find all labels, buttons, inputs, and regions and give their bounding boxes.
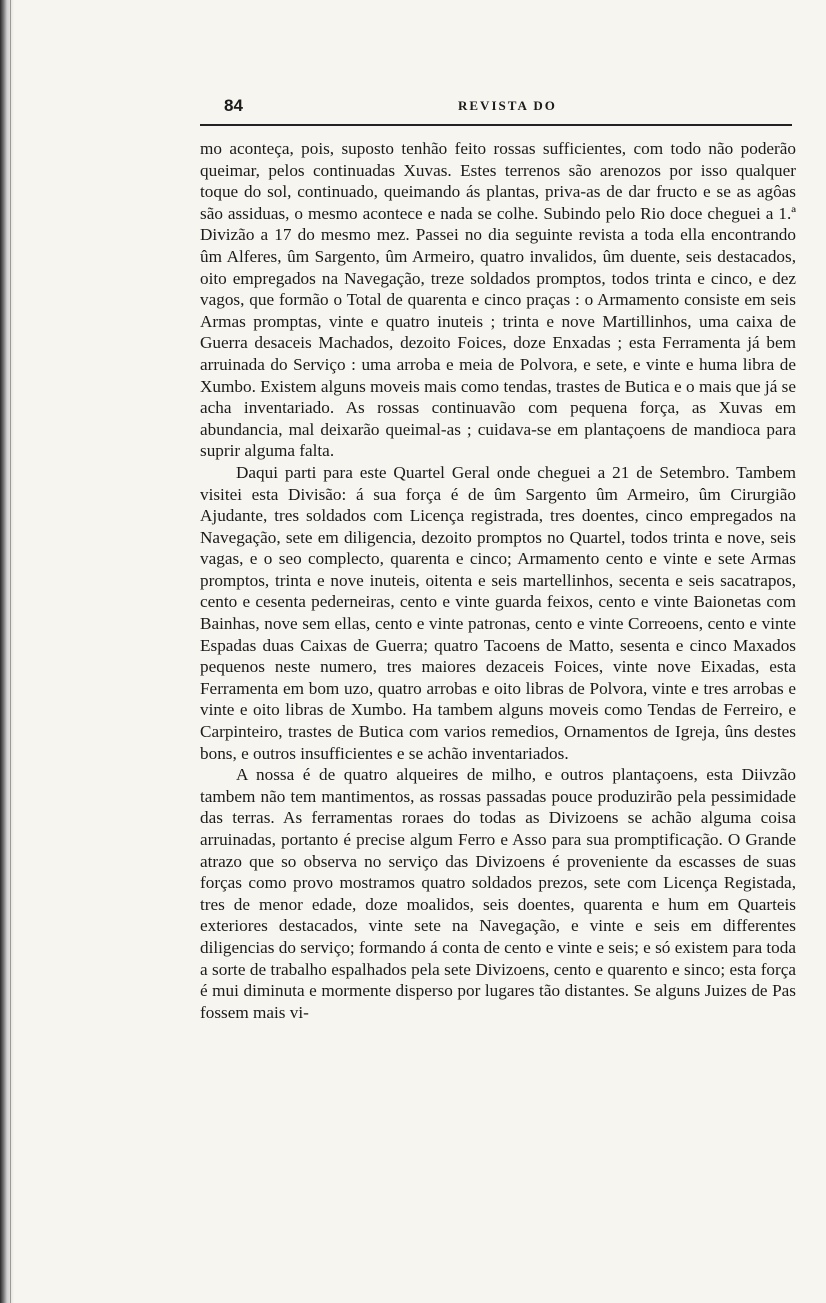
running-title: REVISTA DO xyxy=(458,98,557,113)
paragraph: A nossa é de quatro alqueires de milho, e outros plantaçoens, esta Diivzão tambem não tem mantimentos, as rossas passadas pouce produzirão pela pessimidade das terras. As ferramentas roraes do todas as Divizoens se achão alguma coisa arruinadas, portanto é precise algum Ferro e Asso para sua promptificação. O Grande atrazo que so observa no serviço das Divizoens é proveniente da escasses de suas forças como provo mostramos quatro soldados prezos, sete com Licença Registada, tres de menor edade, doze moalidos, seis doentes, quarenta e hum em Quarteis exteriores destacados, vinte sete na Navegação, e vinte e seis em differentes diligencias do serviço; formando á conta de cento e vinte e seis; e só existem para toda a sorte de trabalho espalhados pela sete Divizoens, cento e quarento e sinco; esta força é mui diminuta e mormente disperso por lugares tão distantes. Se alguns Juizes de Pas fossem mais vi- xyxy=(200,765,796,1022)
document-page xyxy=(200,96,800,1023)
paragraph: mo aconteça, pois, suposto tenhão feito rossas sufficientes, com todo não poderão queimar, pelos continuadas Xuvas. Estes terrenos são arenozos por isso qualquer toque do sol, continuado, queimando ás plantas, priva-as de dar fructo e se as agôas são assiduas, o mesmo acontece e nada se colhe. Subindo pelo Rio doce cheguei a 1.ª Divizão a 17 do mesmo mez. Passei no dia seguinte revista a toda ella encontrando ûm Alferes, ûm Sargento, ûm Armeiro, quatro invalidos, ûm duente, seis destacados, oito empregados na Navegação, treze soldados promptos, todos trinta e cinco, e dez vagos, que formão o Total de quarenta e cinco praças : o Armamento consiste em seis Armas promptas, vinte e quatro inuteis ; trinta e nove Martillinhos, uma caixa de Guerra desaceis Machados, dezoito Foices, doze Enxadas ; esta Ferramenta já bem arruinada do Serviço : uma arroba e meia de Polvora, e sete, e vinte e huma libra de Xumbo. Existem alguns moveis mais como tendas, trastes de Butica e o mais que já se acha inventariado. As rossas continuavão com pequena força, as Xuvas em abundancia, mal deixarão queimal-as ; cuidava-se em plantaçoens de mandioca para suprir alguma falta. xyxy=(200,139,796,461)
body-text xyxy=(200,138,796,1023)
header-rule xyxy=(200,124,792,126)
paragraph: Daqui parti para este Quartel Geral onde cheguei a 21 de Setembro. Tambem visitei esta Divisão: á sua força é de ûm Sargento ûm Armeiro, ûm Cirurgião Ajudante, tres soldados com Licença registrada, tres doentes, cinco empregados na Navegação, sete em diligencia, dezoito promptos no Quartel, todos trinta e nove, seis vagas, e o seo complecto, quarenta e cinco; Armamento cento e vinte e sete Armas promptos, trinta e nove inuteis, oitenta e seis martellinhos, secenta e seis sacatrapos, cento e cesenta pederneiras, cento e vinte guarda feixos, cento e vinte Baionetas com Bainhas, nove sem ellas, cento e vinte patronas, cento e vinte Correoens, cento e vinte Espadas duas Caixas de Guerra; quatro Tacoens de Matto, sesenta e cinco Maxados pequenos neste numero, tres maiores dezaceis Foices, vinte nove Eixadas, esta Ferramenta em bom uzo, quatro arrobas e oito libras de Polvora, vinte e tres arrobas e vinte e oito libras de Xumbo. Ha tambem alguns moveis como Tendas de Ferreiro, e Carpinteiro, trastes de Butica com varios remedios, Ornamentos de Igreja, ûns destes bons, e outros insufficientes e se achão inventariados. xyxy=(200,462,796,763)
page-header xyxy=(200,96,800,124)
page-binding-shadow xyxy=(0,0,14,1303)
page-number: 84 xyxy=(224,96,243,115)
page-binding-line xyxy=(10,0,11,1303)
